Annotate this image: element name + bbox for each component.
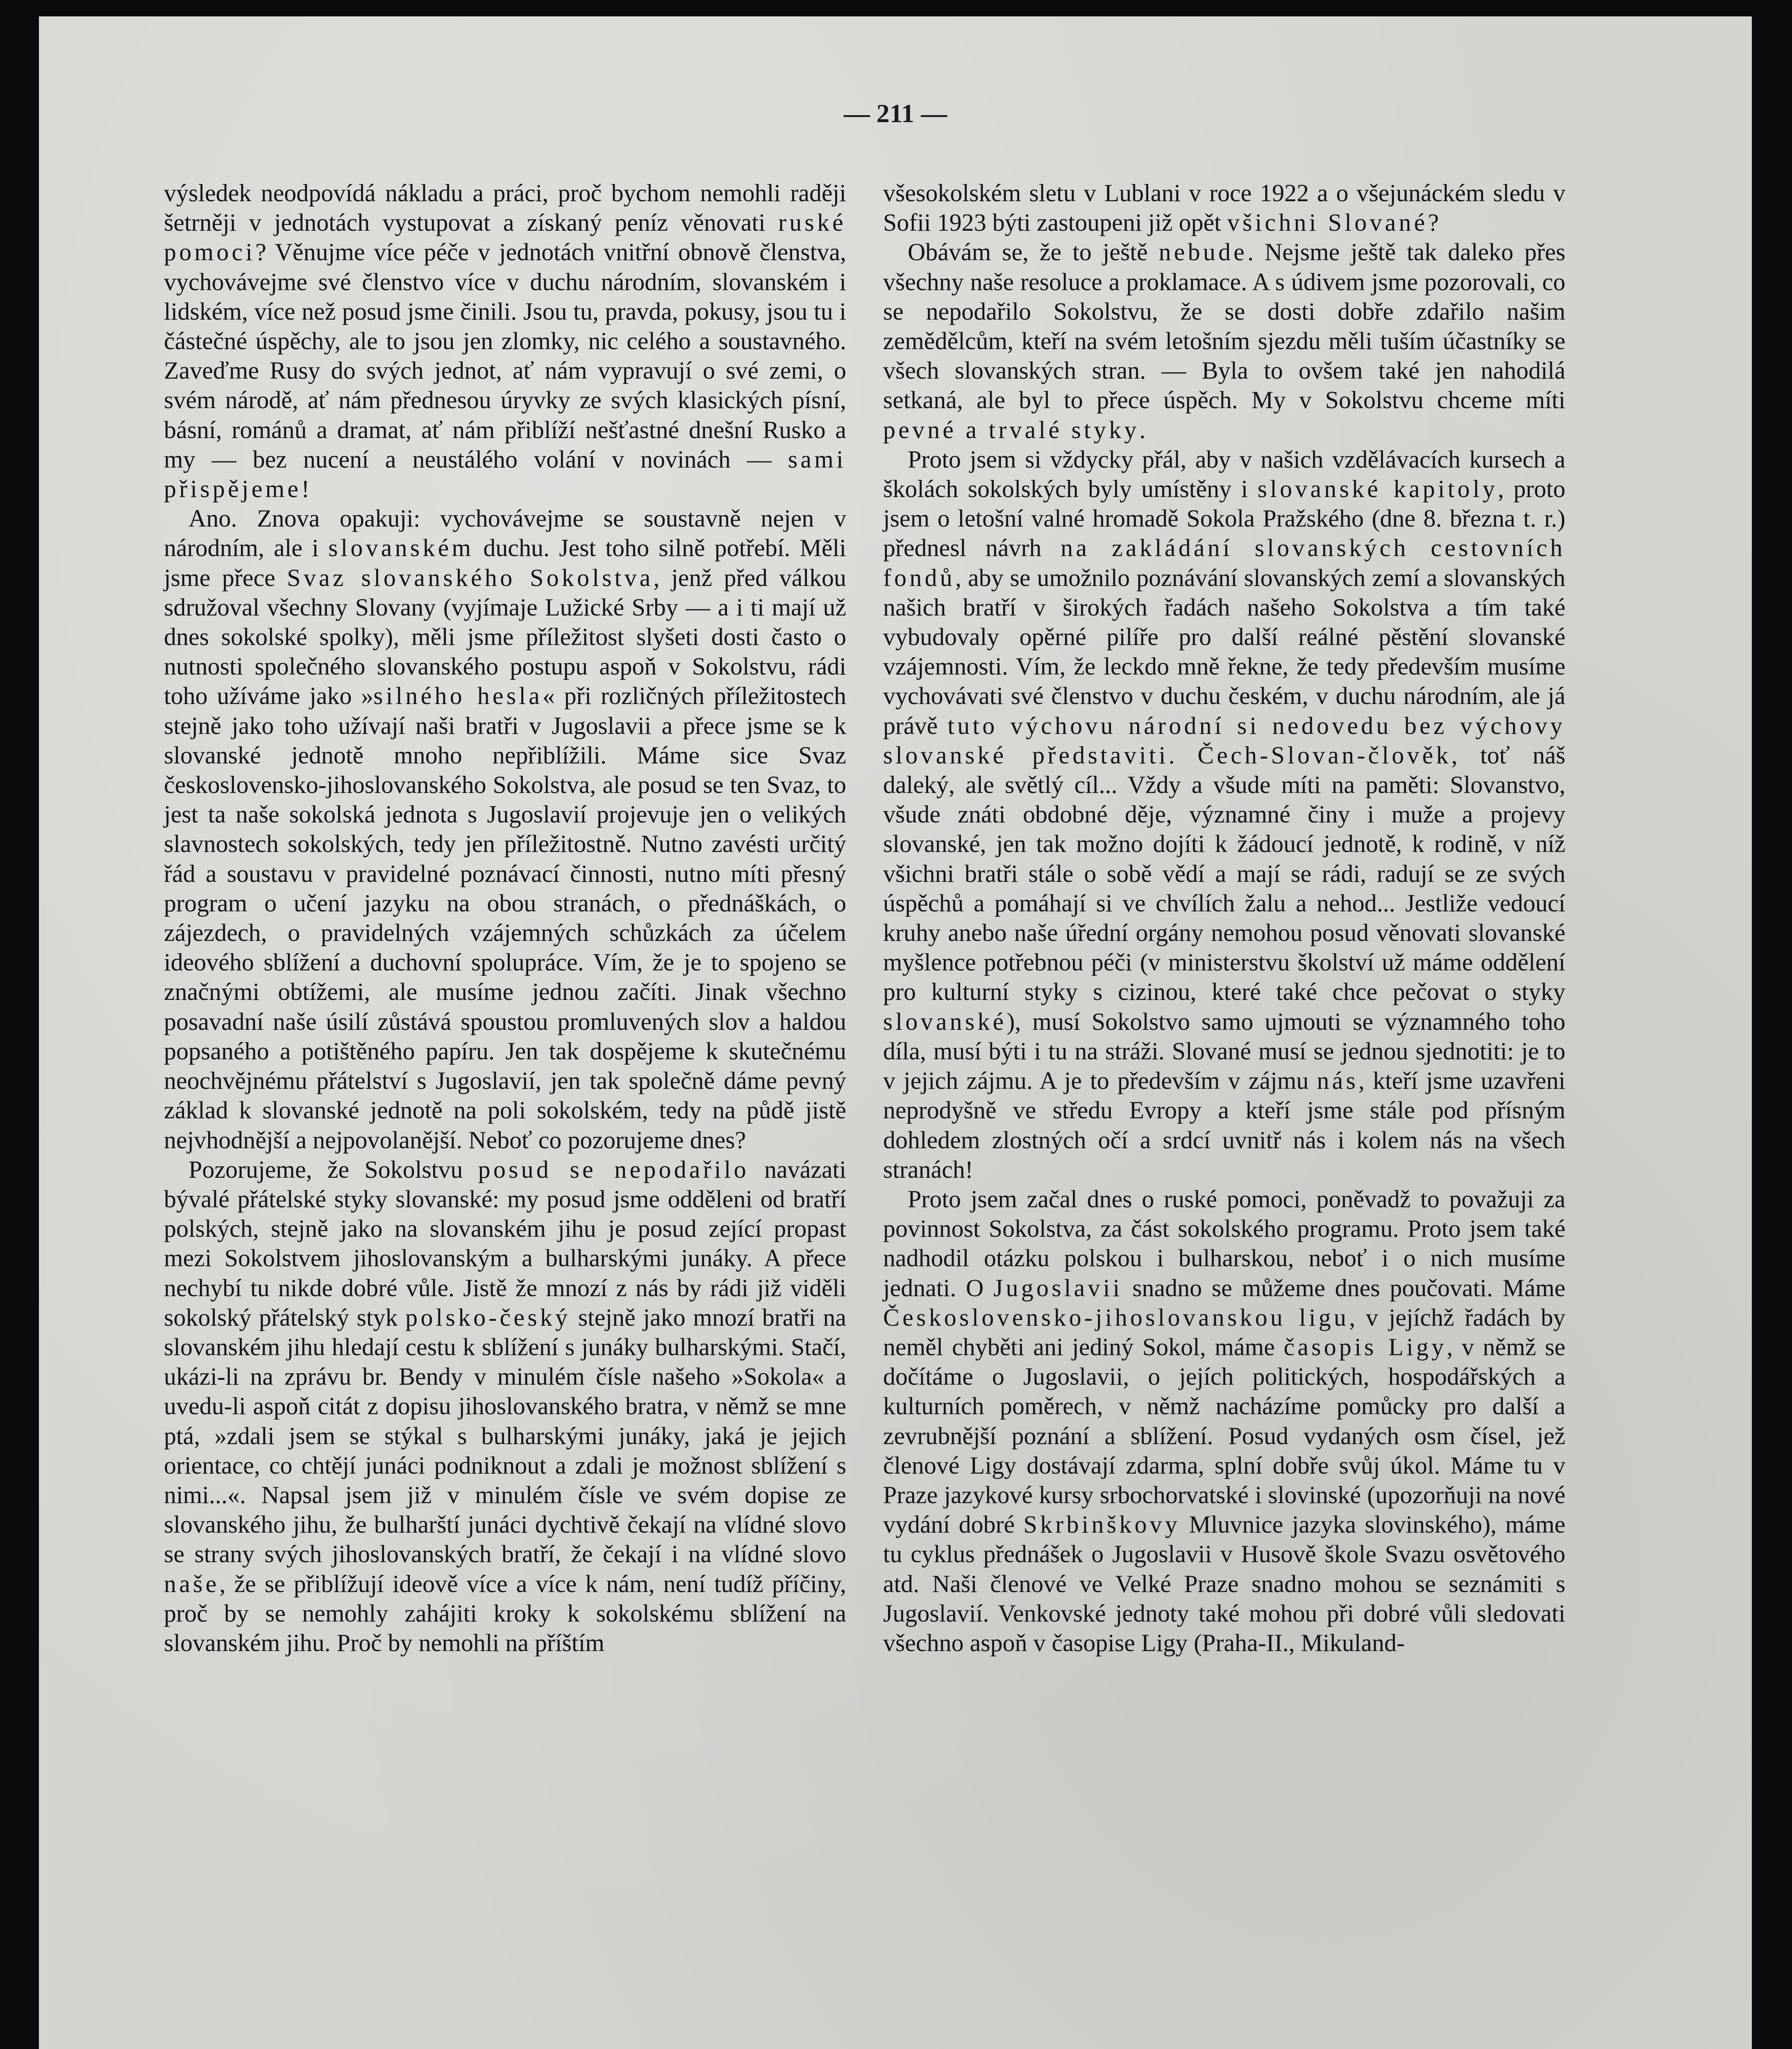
text-run: ), musí Sokolstvo samo ujmouti se významného toho díla, musí býti i tu na stráži. Slované musí se jednou sjednotiti: je to v jejich zájmu. A je to především v zájmu bbox=[883, 1008, 1565, 1095]
text-run: « při rozličných příležitostech stejně jako toho užívají naši bratři v Jugoslavii a přece jsme se k slovanské jednotě mnoho nepřiblížili. Máme sice Svaz československo-jihoslovanského Sokolstva, ale posud se ten Svaz, to jest ta naše sokolská jednota s Jugoslavií projevuje jen o velikých slavnostech sokolských, tedy jen příležitostně. Nutno zavésti určitý řád a soustavu v pravidelné poznávací činnosti, nutno míti přesný program o učení jazyku na obou stranách, o přednáškách, o zájezdech, o pravidelných vzájemných schůzkách za účelem ideového sblížení a duchovní spolupráce. Vím, že je to spojeno se značnými obtížemi, ale musíme jednou začíti. Jinak všechno posavadní naše úsilí zůstává spoustou promluvených slov a haldou popsaného a potištěného papíru. Jen tak dospějeme k skutečnému neochvějnému přátelství s Jugoslavií, jen tak společně dáme pevný základ k slovanské jednotě na poli sokolském, tedy na půdě jistě nejvhodnější a nejpovolanější. Neboť co pozorujeme dnes? bbox=[164, 682, 847, 1154]
spaced-emphasis: časopis Ligy bbox=[1283, 1333, 1447, 1361]
paragraph bbox=[164, 178, 846, 504]
text-run: , že se přiblížují ideově více a více k nám, není tudíž příčiny, proč by se nemohly zahájiti kroky k sokolskému sblížení na slovanském jihu. Proč by nemohli na příštím bbox=[164, 1570, 846, 1656]
text-run: Obávám se, že to ještě bbox=[908, 239, 1159, 266]
text-run: , toť náš daleký, ale světlý cíl... Vždy a všude míti na paměti: Slovanstvo, všude znáti obdobné děje, významné činy i muže a projevy slovanské, jen tak možno dojíti k žádoucí jednotě, k rodině, v níž všichni bratři stále o sobě vědí a mají se rádi, radují se ze svých úspěchů a pomáhají si ve chvílích žalu a nehod... Jestliže vedoucí kruhy anebo naše úřední orgány nemohou posud věnovati slovanské myšlence potřebnou péči (v ministerstvu školství už máme oddělení pro kulturní styky s cizinou, které také chce pečovat o styky bbox=[883, 741, 1565, 1006]
text-run: všesokolském sletu v Lublani v roce 1922 a o všejunáckém sledu v Sofii 1923 býti zastoupeni již opět bbox=[883, 179, 1565, 236]
spaced-emphasis: pevné a trvalé styky bbox=[883, 416, 1140, 443]
paragraph bbox=[883, 237, 1565, 444]
text-run: Mluvnice jazyka slovinského), máme tu cyklus přednášek o Jugoslavii v Husově škole Svazu osvětového atd. Naši členové ve Velké Praze snadno mohou se seznámiti s Jugoslavií. Venkovské jednoty také mohou při dobré vůli sledovati všechno aspoň v časopise Ligy (Praha-II., Mikuland- bbox=[883, 1511, 1565, 1656]
page-number: — 211 — bbox=[843, 99, 947, 128]
spaced-emphasis: nás bbox=[1317, 1067, 1359, 1095]
spaced-emphasis: Jugoslavii bbox=[993, 1274, 1123, 1302]
left-column bbox=[164, 178, 846, 1658]
spaced-emphasis: polsko-český bbox=[405, 1304, 571, 1331]
text-run: , v němž se dočítáme o Jugoslavii, o jejích politických, hospodářských a kulturních poměrech, v němž nacházíme pomůcky pro další a zevrubnější poznání a sblížení. Posud vydaných osm čísel, jež členové Ligy dostávají zdarma, splní dobře svůj úkol. Máme tu v Praze jazykové kursy srbochorvatské i slovinské (upozorňuji na nové vydání dobré bbox=[883, 1333, 1565, 1538]
scanned-page bbox=[39, 16, 1752, 2049]
text-run: , aby se umožnilo poznávání slovanských zemí a slovanských našich bratří v širokých řadách našeho Sokolstva a tím také vybudovaly opěrné pilíře pro další reálné pěstění slovanské vzájemnosti. Vím, že leckdo mně řekne, že tedy především musíme vychovávati své členstvo v duchu českém, v duchu národním, ale já právě bbox=[883, 564, 1565, 739]
text-run: duchu. Jest toho silně potřebí. Měli jsme přece bbox=[164, 534, 846, 591]
paragraph bbox=[883, 445, 1565, 1184]
spaced-emphasis: posud se nepodařilo bbox=[478, 1156, 749, 1183]
text-run: navázati bývalé přátelské styky slovanské: my posud jsme odděleni od bratří polských, stejně jako na slovanském jihu je posud zející propast mezi Sokolstvem jihoslovanským a bulharskými junáky. A přece nechybí tu nikde dobré vůle. Jistě že mnozí z nás by rádi již viděli sokolský přátelský styk bbox=[164, 1156, 846, 1331]
text-run: Proto jsem začal dnes o ruské pomoci, poněvadž to považuji za povinnost Sokolstva, za část sokolského programu. Proto jsem také nadhodil otázku polskou i bulharskou, neboť i o nich musíme jednati. O bbox=[883, 1185, 1565, 1302]
spaced-emphasis: Svaz slovanského Sokolstva bbox=[287, 564, 654, 591]
paragraph bbox=[883, 1184, 1565, 1658]
spaced-emphasis: naše bbox=[164, 1570, 220, 1597]
text-run: , jenž před válkou sdružoval všechny Slovany (vyjímaje Lužické Srby — a i ti mají už dnes sokolské spolky), měli jsme příležitost slyšeti dosti často o nutnosti společného slovanského postupu aspoň v Sokolstvu, rádi toho užíváme jako » bbox=[164, 564, 847, 710]
paragraph bbox=[164, 504, 846, 1154]
spaced-emphasis: slovanské bbox=[883, 1008, 1007, 1035]
text-run: . bbox=[1139, 416, 1146, 443]
spaced-emphasis: Čech-Slovan-člověk bbox=[1197, 741, 1451, 769]
text-run: ? Věnujme více péče v jednotách vnitřní obnově členstva, vychovávejme své členstvo více v duchu národním, slovanském i lidském, více než posud jsme činili. Jsou tu, pravda, pokusy, jsou tu i částečné úspěchy, ale to jsou jen zlomky, nic celého a soustavného. Zaveďme Rusy do svých jednot, ať nám vypravují o své zemi, o svém národě, ať nám přednesou úryvky ze svých klasických písní, básní, románů a dramat, ať nám přiblíží nešťastné dnešní Rusko a my — bez nucení a neustálého volání v novinách — bbox=[164, 239, 846, 473]
text-run: Pozorujeme, že Sokolstvu bbox=[189, 1156, 478, 1183]
spaced-emphasis: slovanské kapitoly bbox=[1257, 475, 1498, 503]
spaced-emphasis: Československo-jihoslovanskou ligu bbox=[883, 1304, 1349, 1331]
text-run: stejně jako mnozí bratři na slovanském jihu hledají cestu k sblížení s junáky bulharskými. Stačí, ukázi-li na zprávu br. Bendy v minulém čísle našeho »Sokola« a uvedu-li aspoň citát z dopisu jihoslovanského bratra, v němž se mne ptá, »zdali jsem se stýkal s bulharskými junáky, jaká je jejich orientace, co chtějí junáci podniknout a zdali je možnost sblížení s nimi...«. Napsal jsem již v minulém čísle ve svém dopise ze slovanského jihu, že bulharští junáci dychtivě čekají na vlídné slovo se strany svých jihoslovanských bratří, že čekají i na vlídné slovo bbox=[164, 1304, 846, 1568]
spaced-emphasis: na zakládání slovanských cestovních fondů bbox=[883, 534, 1566, 591]
text-run: ? bbox=[1428, 209, 1439, 236]
right-column bbox=[883, 178, 1565, 1658]
spaced-emphasis: všichni Slované bbox=[1227, 209, 1428, 236]
text-run: . bbox=[1168, 741, 1198, 769]
spaced-emphasis: nebude bbox=[1158, 239, 1248, 266]
spaced-emphasis: tuto výchovu národní si nedovedu bez výchovy slovanské představiti bbox=[883, 712, 1565, 769]
text-run: , kteří jsme uzavřeni neprodyšně ve středu Evropy a kteří jsme stále pod přísným dohledem zlostných očí a srdcí uvnitř nás i kolem nás na všech stranách! bbox=[883, 1067, 1565, 1183]
spaced-emphasis: Skrbinškovy bbox=[1023, 1511, 1181, 1538]
text-run: . Nejsme ještě tak daleko přes všechny naše resoluce a proklamace. A s údivem jsme pozorovali, co se nepodařilo Sokolstvu, že se dosti dobře zdařilo našim zemědělcům, kteří na svém letošním sjezdu měli tuším účastníky se všech slovanských stran. — Byla to ovšem také jen nahodilá setkaná, ale byl to přece úspěch. My v Sokolstvu chceme míti bbox=[883, 239, 1565, 414]
paragraph bbox=[164, 1155, 846, 1658]
spaced-emphasis: silného hesla bbox=[373, 682, 543, 710]
text-run: , v jejíchž řadách by neměl chyběti ani jediný Sokol, máme bbox=[883, 1304, 1565, 1361]
spaced-emphasis: slovanském bbox=[328, 534, 474, 562]
text-run: Ano. Znova opakuji: vychovávejme se soustavně nejen v národním, ale i bbox=[164, 505, 846, 562]
spaced-emphasis: sami přispějeme bbox=[164, 445, 846, 503]
text-run: snadno se můžeme dnes poučovati. Máme bbox=[1122, 1274, 1565, 1302]
spaced-emphasis: ruské pomoci bbox=[164, 209, 846, 266]
text-run: , proto jsem o letošní valné hromadě Sokola Pražského (dne 8. března t. r.) přednesl návrh bbox=[883, 475, 1565, 562]
paragraph bbox=[883, 178, 1565, 237]
text-run: ! bbox=[301, 475, 310, 503]
text-run: Proto jsem si vždycky přál, aby v našich vzdělávacích kursech a školách sokolských byly umístěny i bbox=[883, 445, 1565, 503]
text-run: výsledek neodpovídá nákladu a práci, proč bychom nemohli raději šetrněji v jednotách vystupovat a získaný peníz věnovati bbox=[164, 179, 846, 236]
